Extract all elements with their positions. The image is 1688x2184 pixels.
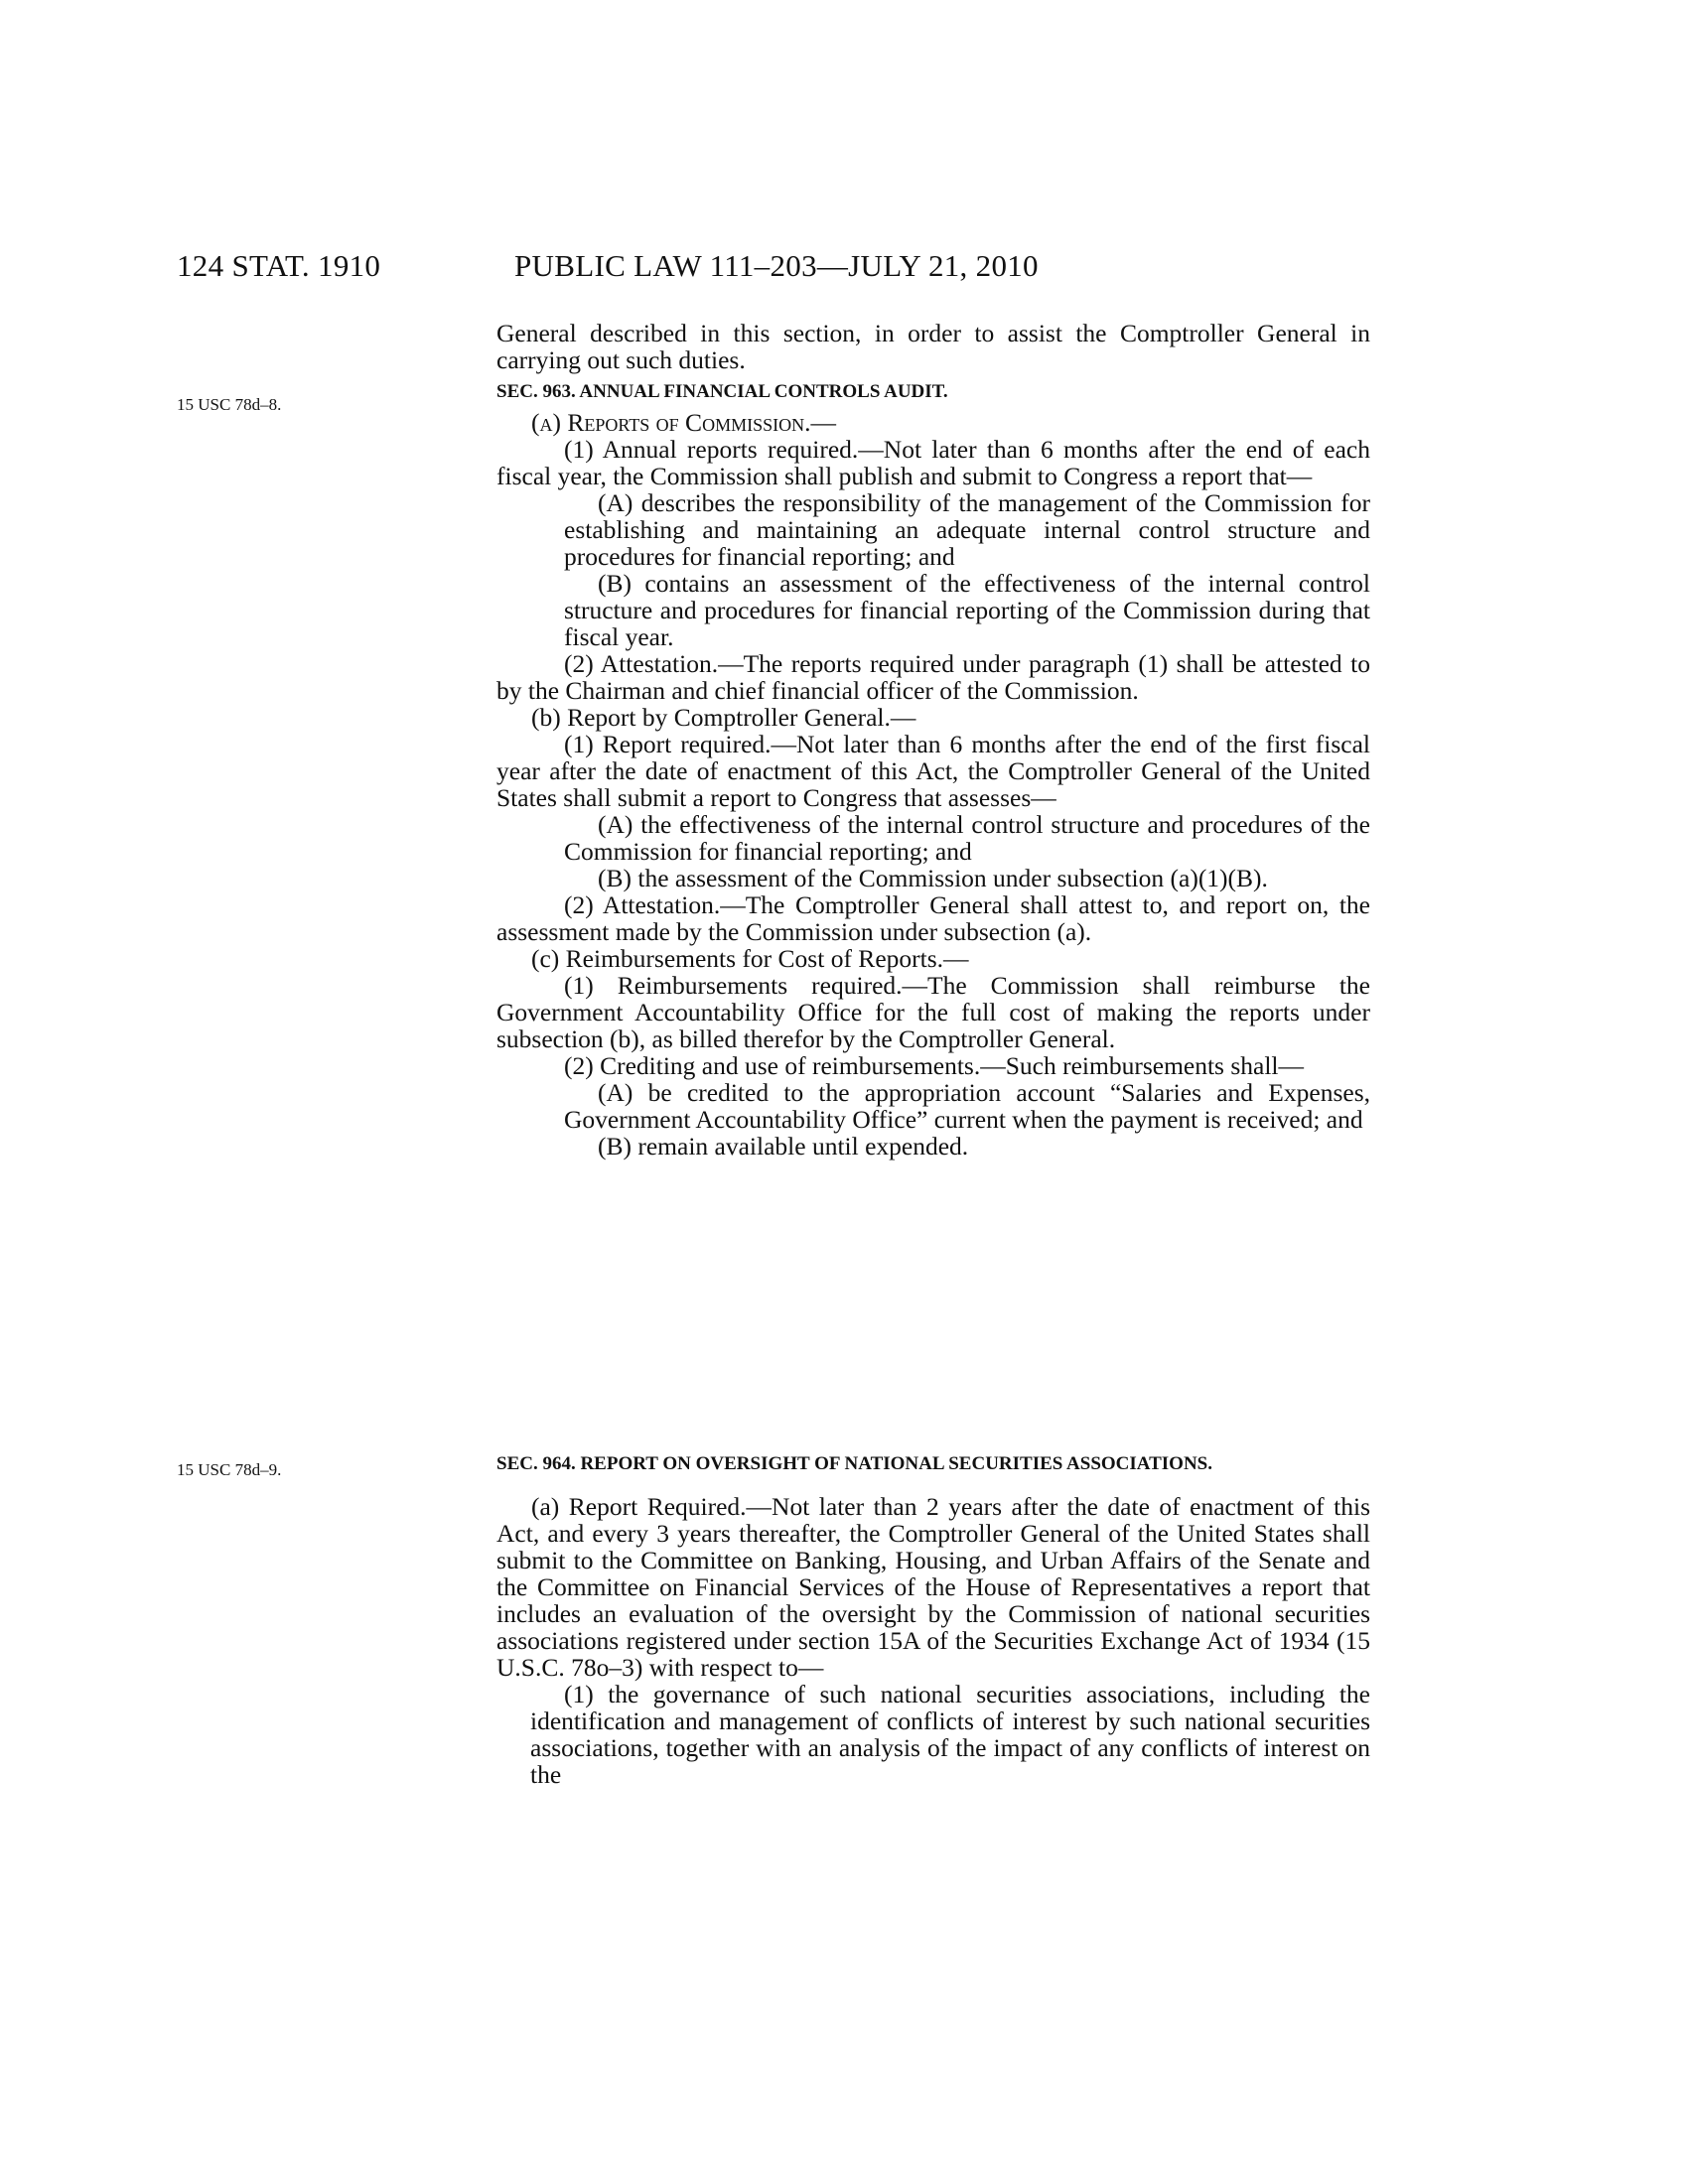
body-part-2 (496, 1451, 1370, 1788)
paragraph-b1: (1) Report required.—Not later than 6 months after the end of the first fiscal year after the date of enactment of this Act, the Comptroller General of the United States shall submit a report to Congress that assesses— (496, 730, 1370, 812)
paragraph-c2: (2) Crediting and use of reimbursements.—Such reimbursements shall— (564, 1051, 1305, 1080)
statute-page-number: 124 STAT. 1910 (177, 248, 381, 283)
subsection-964a: (a) Report Required.—Not later than 2 years after the date of enactment of this Act, and every 3 years thereafter, the Comptroller General of the United States shall submit to the Committee on Banking, Housing, and Urban Affairs of the Senate and the Committee on Financial Services of the House of Representatives a report that includes an evaluation of the oversight by the Commission of national securities associations registered under section 15A of the Securities Exchange Act of 1934 (15 U.S.C. 78o–3) with respect to— (496, 1492, 1370, 1682)
margin-citation-sec963: 15 USC 78d–8. (177, 395, 282, 414)
section-963-heading: SEC. 963. ANNUAL FINANCIAL CONTROLS AUDIT. (496, 381, 948, 402)
public-law-title: PUBLIC LAW 111–203—JULY 21, 2010 (514, 248, 1039, 283)
margin-citation-sec964: 15 USC 78d–9. (177, 1460, 282, 1479)
subsection-a-heading: (a) Reports of Commission.— (531, 408, 836, 437)
subsection-c-heading: (c) Reimbursements for Cost of Reports.— (531, 944, 969, 973)
subparagraph-b1A: (A) the effectiveness of the internal control structure and procedures of the Commission for financial reporting; and (564, 810, 1370, 866)
subparagraph-c2B: (B) remain available until expended. (598, 1132, 969, 1160)
paragraph-a1: (1) Annual reports required.—Not later than 6 months after the end of each fiscal year, the Commission shall publish and submit to Congress a report that— (496, 435, 1370, 490)
page-header (177, 248, 1368, 288)
section-964-heading: SEC. 964. REPORT ON OVERSIGHT OF NATIONAL SECURITIES ASSOCIATIONS. (496, 1453, 1212, 1474)
subparagraph-a1A: (A) describes the responsibility of the management of the Commission for establishing and maintaining an adequate internal control structure and procedures for financial reporting; and (564, 488, 1370, 571)
body-part-1 (496, 320, 1370, 1160)
paragraph-a2: (2) Attestation.—The reports required under paragraph (1) shall be attested to by the Chairman and chief financial officer of the Commission. (496, 649, 1370, 705)
subparagraph-c2A: (A) be credited to the appropriation account “Salaries and Expenses, Government Accountability Office” current when the payment is received; and (564, 1078, 1370, 1134)
subsection-b-heading: (b) Report by Comptroller General.— (531, 703, 916, 732)
continued-paragraph: General described in this section, in order to assist the Comptroller General in carrying out such duties. (496, 319, 1370, 374)
subparagraph-a1B: (B) contains an assessment of the effectiveness of the internal control structure and procedures for financial reporting of the Commission during that fiscal year. (564, 569, 1370, 651)
subparagraph-b1B: (B) the assessment of the Commission under subsection (a)(1)(B). (598, 864, 1268, 892)
paragraph-b2: (2) Attestation.—The Comptroller General shall attest to, and report on, the assessment made by the Commission under subsection (a). (496, 890, 1370, 946)
paragraph-c1: (1) Reimbursements required.—The Commission shall reimburse the Government Accountability Office for the full cost of making the reports under subsection (b), as billed therefor by the Comptroller General. (496, 971, 1370, 1053)
paragraph-964a1: (1) the governance of such national securities associations, including the identification and management of conflicts of interest by such national securities associations, together with an analysis of the impact of any conflicts of interest on the (530, 1680, 1370, 1789)
